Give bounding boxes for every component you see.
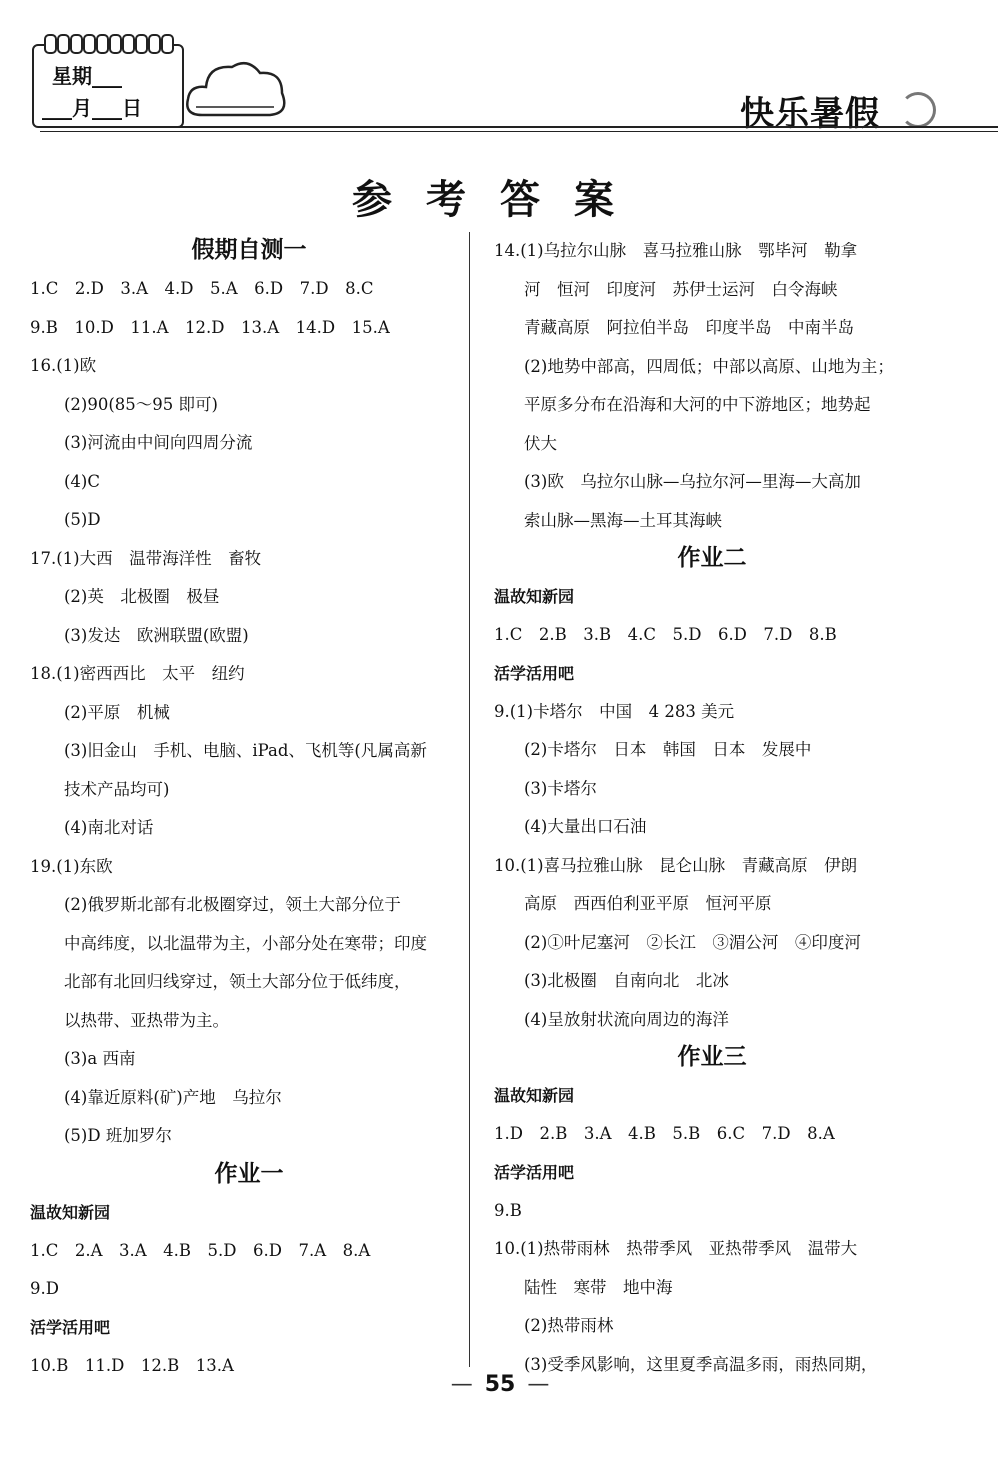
page-header [0,0,1000,135]
answer-line: (2)俄罗斯北部有北极圈穿过，领土大部分位于 [64,895,401,914]
answer-line: 9.B [494,1200,522,1220]
answer-line: 伏大 [524,433,557,453]
answer-line: (5)D [64,510,101,529]
page-title: 参考答案 [352,177,648,223]
answer-line: (3)受季风影响，这里夏季高温多雨，雨热同期， [524,1354,878,1374]
section-title: 作业二 [677,545,747,571]
answer-line: 10.(1)热带雨林 热带季风 亚热带季风 温带大 [494,1239,858,1258]
answer-line: (4)C [64,471,100,491]
subsection-heading: 活学活用吧 [30,1317,111,1337]
answer-line: (4)呈放射状流向周边的海洋 [524,1009,729,1029]
header-rule [40,126,998,128]
answer-line: 14.(1)乌拉尔山脉 喜马拉雅山脉 鄂毕河 勒拿 [494,241,858,260]
subsection-heading: 活学活用吧 [494,1162,575,1182]
answer-line: 10.(1)喜马拉雅山脉 昆仑山脉 青藏高原 伊朗 [494,855,858,875]
answer-line: 17.(1)大西 温带海洋性 畜牧 [30,548,262,568]
answer-line: 1.D 2.B 3.A 4.B 5.B 6.C 7.D 8.A [494,1124,835,1143]
answer-line: 中高纬度，以北温带为主，小部分处在寒带；印度 [64,933,427,953]
answer-line: (2)卡塔尔 日本 韩国 日本 发展中 [524,740,812,759]
answer-line: 1.C 2.A 3.A 4.B 5.D 6.D 7.A 8.A [30,1240,371,1260]
calendar-box [32,44,184,128]
section-title: 假期自测一 [191,237,307,263]
answer-line: (3)发达 欧洲联盟(欧盟) [64,625,249,645]
left-column [30,232,468,1385]
answer-line: (2)热带雨林 [524,1316,614,1335]
answer-line: 平原多分布在沿海和大河的中下游地区；地势起 [524,395,871,414]
answer-line: 河 恒河 印度河 苏伊士运河 白令海峡 [524,279,838,299]
answer-line: 18.(1)密西西比 太平 纽约 [30,664,245,683]
page-number: 55 [484,1372,516,1397]
page-footer: — 55 — [450,1372,550,1397]
answer-line: 1.C 2.B 3.B 4.C 5.D 6.D 7.D 8.B [494,625,837,644]
week-label: 星期___ [52,64,122,88]
answer-line: (2)英 北极圈 极昼 [64,587,220,606]
answer-line: (3)旧金山 手机、电脑、iPad、飞机等(凡属高新 [64,741,427,760]
answer-line: (5)D 班加罗尔 [64,1126,172,1145]
subsection-heading: 温故知新园 [494,587,575,606]
answer-line: (3)河流由中间向四周分流 [64,433,253,452]
answer-line: 1.C 2.D 3.A 4.D 5.A 6.D 7.D 8.C [30,279,374,298]
answer-line: 19.(1)东欧 [30,856,113,876]
subsection-heading: 活学活用吧 [494,663,575,683]
answer-line: 陆性 寒带 地中海 [524,1277,673,1297]
answer-line: 高原 西西伯利亚平原 恒河平原 [524,894,772,913]
answer-line: (3)欧 乌拉尔山脉—乌拉尔河—里海—大高加 [524,472,861,491]
answer-line: 索山脉—黑海—土耳其海峡 [524,510,722,530]
calendar-rings [44,34,174,54]
answer-line: (4)南北对话 [64,818,154,837]
answer-line: 技术产品均可) [64,779,170,799]
answer-line: (2)90(85～95 即可) [64,394,218,414]
answer-line: 9.B 10.D 11.A 12.D 13.A 14.D 15.A [30,317,390,337]
column-divider [469,232,470,1367]
answer-line: 10.B 11.D 12.B 13.A [30,1355,234,1375]
cloud-icon [182,55,292,125]
answer-line: (4)靠近原料(矿)产地 乌拉尔 [64,1087,282,1107]
subsection-heading: 温故知新园 [30,1202,111,1222]
answer-line: 9.D [30,1279,59,1298]
section-title: 作业三 [677,1044,747,1070]
section-title: 作业一 [214,1160,284,1187]
answer-line: (3)a 西南 [64,1049,136,1068]
answer-line: (2)平原 机械 [64,702,170,722]
answer-line: 16.(1)欧 [30,356,97,375]
answer-line: 北部有北回归线穿过，领土大部分位于低纬度， [64,972,411,991]
swirl-icon [900,92,936,128]
answer-line: (4)大量出口石油 [524,817,647,836]
answer-line: (3)北极圈 自南向北 北冰 [524,971,729,990]
answer-line: 青藏高原 阿拉伯半岛 印度半岛 中南半岛 [524,318,854,337]
right-column [494,232,930,1384]
brand-logo: 快乐暑假 [740,94,880,134]
answer-line: 以热带、亚热带为主。 [64,1010,229,1030]
answer-line: (2)地势中部高，四周低；中部以高原、山地为主； [524,356,894,376]
answer-line: (3)卡塔尔 [524,778,597,798]
date-label: ___月___日 [42,96,142,120]
header-rule-thin [40,131,998,132]
subsection-heading: 温故知新园 [494,1086,575,1105]
answer-line: 9.(1)卡塔尔 中国 4 283 美元 [494,701,735,721]
answer-line: (2)①叶尼塞河 ②长江 ③湄公河 ④印度河 [524,932,861,952]
